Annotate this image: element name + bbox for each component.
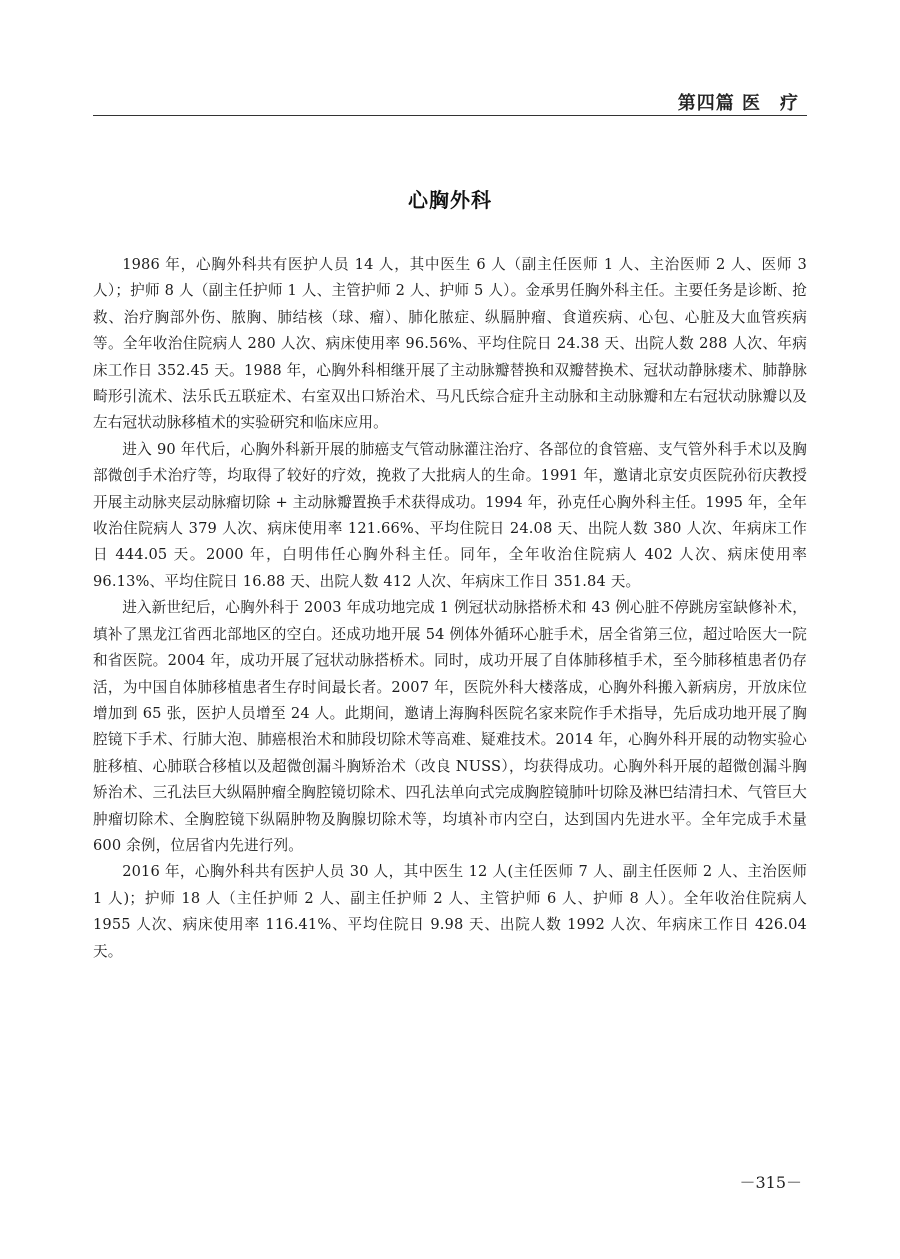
paragraph-new-century: 进入新世纪后，心胸外科于 2003 年成功地完成 1 例冠状动脉搭桥术和 43 例心脏不停跳房室缺修补术，填补了黑龙江省西北部地区的空白。还成功地开展 54 例体外循环心脏手术，居全省第三位，超过哈医大一院和省医院。2004 年，成功开展了冠状动脉搭桥术。同时，成功开展了自体肺移植手术，至今肺移植患者仍存活，为中国自体肺移植患者生存时间最长者。2007 年，医院外科大楼落成，心胸外科搬入新病房，开放床位增加到 65 张，医护人员增至 24 人。此期间，邀请上海胸科医院名家来院作手术指导，先后成功地开展了胸腔镜下手术、行肺大泡、肺癌根治术和肺段切除术等高难、疑难技术。2014 年，心胸外科开展的动物实验心脏移植、心肺联合移植以及超微创漏斗胸矫治术（改良 NUSS），均获得成功。心胸外科开展的超微创漏斗胸矫治术、三孔法巨大纵隔肿瘤全胸腔镜切除术、四孔法单向式完成胸腔镜肺叶切除及淋巴结清扫术、气管巨大肿瘤切除术、全胸腔镜下纵隔肿物及胸腺切除术等，均填补市内空白，达到国内先进水平。全年完成手术量 600 余例，位居省内先进行列。 xyxy=(93,599,807,854)
header-divider xyxy=(93,115,807,116)
paragraph-1986: 1986 年，心胸外科共有医护人员 14 人，其中医生 6 人（副主任医师 1 人、主治医师 2 人、医师 3 人）；护师 8 人（副主任护师 1 人、主管护师 2 人、护师 5 人）。金承男任胸外科主任。主要任务是诊断、抢救、治疗胸部外伤、脓胸、肺结核（球、瘤）、肺化脓症、纵膈肿瘤、食道疾病、心包、心脏及大血管疾病等。全年收治住院病人 280 人次、病床使用率 96.56%、平均住院日 24.38 天、出院人数 288 人次、年病床工作日 352.45 天。1988 年，心胸外科相继开展了主动脉瓣替换和双瓣替换术、冠状动静脉瘘术、肺静脉畸形引流术、法乐氏五联症术、右室双出口矫治术、马凡氏综合症升主动脉和主动脉瓣和左右冠状动脉瓣以及左右冠状动脉移植术的实验研究和临床应用。 xyxy=(93,256,807,432)
body-text xyxy=(93,252,807,965)
running-header xyxy=(93,87,807,117)
paragraph-2016: 2016 年，心胸外科共有医护人员 30 人，其中医生 12 人(主任医师 7 人、副主任医师 2 人、主治医师 1 人)；护师 18 人（主任护师 2 人、副主任护师 2 人、主管护师 6 人、护师 8 人）。全年收治住院病人 1955 人次、病床使用率 116.41%、平均住院日 9.98 天、出院人数 1992 人次、年病床工作日 426.04 天。 xyxy=(93,863,807,960)
section-header: 第四篇 医 疗 xyxy=(677,93,799,114)
page-number: －315－ xyxy=(739,1173,802,1192)
paragraph-1990s: 进入 90 年代后，心胸外科新开展的肺癌支气管动脉灌注治疗、各部位的食管癌、支气管外科手术以及胸部微创手术治疗等，均取得了较好的疗效，挽救了大批病人的生命。1991 年，邀请北京安贞医院孙衍庆教授开展主动脉夹层动脉瘤切除 + 主动脉瓣置换手术获得成功。1994 年，孙克任心胸外科主任。1995 年，全年收治住院病人 379 人次、病床使用率 121.66%、平均住院日 24.08 天、出院人数 380 人次、年病床工作日 444.05 天。2000 年，白明伟任心胸外科主任。同年，全年收治住院病人 402 人次、病床使用率 96.13%、平均住院日 16.88 天、出院人数 412 人次、年病床工作日 351.84 天。 xyxy=(93,440,807,590)
page-title: 心胸外科 xyxy=(408,188,492,212)
